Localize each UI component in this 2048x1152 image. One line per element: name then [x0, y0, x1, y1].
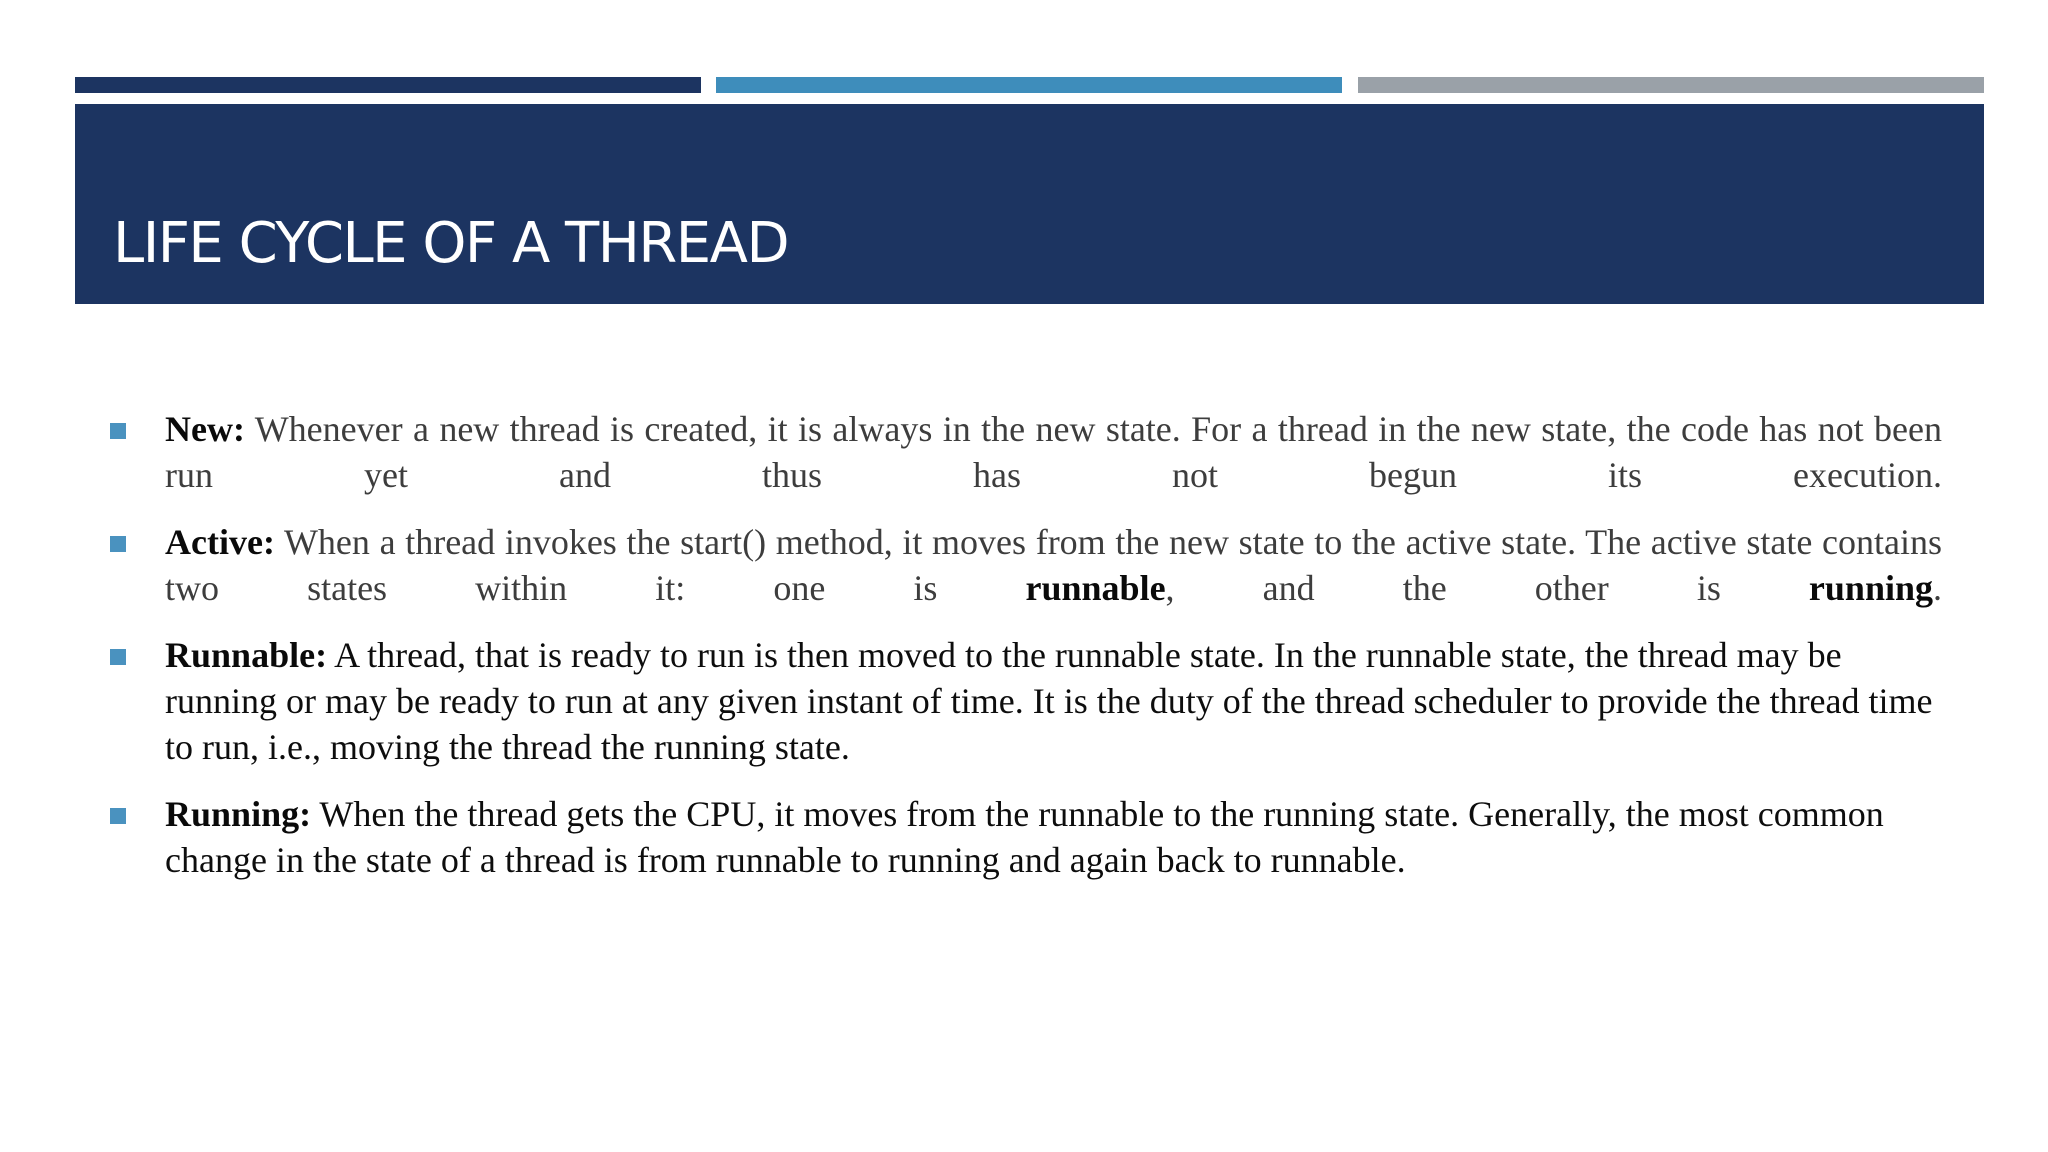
accent-bar-gray: [1358, 77, 1984, 93]
bullet-body: A thread, that is ready to run is then moved to the runnable state. In the runnable state, the thread may be running or may be ready to run at any given instant of time. It is the duty of the thread scheduler to provide the thread time to run, i.e., moving the thread the running state.: [165, 635, 1933, 767]
bullet-body: When the thread gets the CPU, it moves from the runnable to the running state. Generally, the most common change in the state of a thread is from runnable to running and again back to runnable.: [165, 794, 1884, 880]
bullet-runnable: [110, 632, 1942, 770]
accent-bar-blue: [716, 77, 1342, 93]
square-bullet-icon: [110, 649, 126, 665]
bullet-list: [110, 406, 1942, 904]
square-bullet-icon: [110, 536, 126, 552]
accent-bar-navy: [75, 77, 701, 93]
square-bullet-icon: [110, 423, 126, 439]
bullet-term: Running:: [165, 794, 312, 834]
bullet-text: [165, 791, 1942, 883]
bullet-active: [110, 519, 1942, 611]
bullet-body: Whenever a new thread is created, it is always in the new state. For a thread in the new state, the code has not been run yet and thus has not begun its execution.: [165, 409, 1942, 495]
square-bullet-icon: [110, 808, 126, 824]
slide-title: LIFE CYCLE OF A THREAD: [113, 211, 789, 276]
title-band: [75, 104, 1984, 304]
bullet-term: Runnable:: [165, 635, 328, 675]
bullet-emphasis: runnable: [1025, 568, 1166, 608]
bullet-term: Active:: [165, 522, 275, 562]
bullet-term: New:: [165, 409, 245, 449]
bullet-running: [110, 791, 1942, 883]
bullet-emphasis: running: [1808, 568, 1933, 608]
bullet-body: .: [1933, 568, 1942, 608]
bullet-text: [165, 519, 1942, 611]
bullet-new: [110, 406, 1942, 498]
bullet-text: [165, 406, 1942, 498]
bullet-body: , and the other is: [1165, 568, 1809, 608]
bullet-text: [165, 632, 1942, 770]
bullet-body: When a thread invokes the start() method, it moves from the new state to the active state. The active state contains two states within it: one is: [165, 522, 1942, 608]
